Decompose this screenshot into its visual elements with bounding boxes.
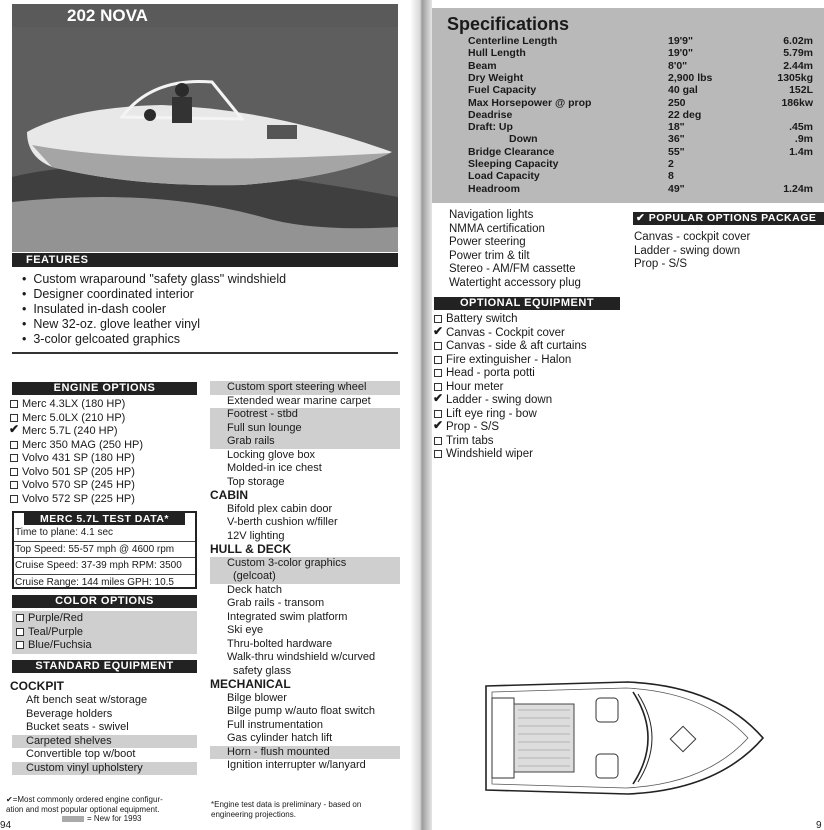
popular-item: Prop - S/S bbox=[634, 258, 688, 270]
hull-header: HULL & DECK bbox=[210, 542, 292, 556]
engine-option[interactable]: Volvo 572 SP (225 HP) bbox=[10, 493, 205, 507]
spec-row bbox=[468, 183, 813, 195]
new-swatch-icon bbox=[62, 816, 84, 822]
feature-item: • 3-color gelcoated graphics bbox=[22, 332, 180, 346]
spec-row bbox=[468, 170, 813, 182]
spec-row bbox=[468, 35, 813, 47]
spec-label: Dry Weight bbox=[468, 71, 524, 84]
spec-metric-value: 5.79m bbox=[783, 47, 813, 60]
cockpit-header: COCKPIT bbox=[10, 679, 64, 693]
optional-item[interactable]: Fire extinguisher - Halon bbox=[434, 354, 624, 368]
mechanical-item: Ignition interrupter w/lanyard bbox=[227, 759, 366, 771]
test-cruise-range: Cruise Range: 144 miles GPH: 10.5 bbox=[15, 576, 174, 588]
engine-option[interactable]: Merc 5.0LX (210 HP) bbox=[10, 412, 205, 426]
spec-imperial-value: 2 bbox=[668, 158, 674, 170]
spec-imperial-value: 18" bbox=[668, 121, 685, 134]
spec-metric-value: 152L bbox=[789, 84, 813, 97]
equipment-item: Extended wear marine carpet bbox=[227, 394, 371, 407]
features-header: FEATURES bbox=[12, 253, 398, 267]
feature-item: • Custom wraparound "safety glass" windshield bbox=[22, 272, 287, 286]
checkbox-icon bbox=[434, 315, 442, 323]
optional-equipment-list bbox=[434, 313, 624, 462]
hull-item: (gelcoat) bbox=[210, 570, 400, 584]
equipment-item: Full sun lounge bbox=[210, 422, 400, 436]
spec-metric-value: 1305kg bbox=[777, 71, 813, 84]
color-options-header: COLOR OPTIONS bbox=[12, 595, 197, 608]
popular-item: Canvas - cockpit cover bbox=[634, 231, 751, 243]
spec-label: Draft: Up bbox=[468, 121, 513, 134]
mechanical-item: Bilge blower bbox=[227, 691, 287, 704]
color-option[interactable]: Purple/Red bbox=[16, 612, 197, 626]
page-number-right: 9 bbox=[816, 820, 822, 830]
checkbox-icon bbox=[434, 437, 442, 445]
cockpit-item: Beverage holders bbox=[26, 707, 113, 720]
checkbox-icon bbox=[10, 495, 18, 503]
spec-row bbox=[468, 84, 813, 96]
spec-imperial-value: 8 bbox=[668, 170, 674, 183]
spec-imperial-value: 36" bbox=[668, 133, 685, 146]
engine-option[interactable]: ✔ Merc 5.7L (240 HP) bbox=[9, 422, 118, 437]
optional-item[interactable]: ✔ Prop - S/S bbox=[433, 418, 500, 433]
spec-metric-value: .45m bbox=[789, 121, 813, 134]
spec-label: Load Capacity bbox=[468, 170, 540, 183]
cabin-item: V-berth cushion w/filler bbox=[227, 516, 338, 528]
spec-label: Deadrise bbox=[468, 108, 513, 121]
spec-label: Headroom bbox=[468, 182, 520, 195]
hull-item: Thru-bolted hardware bbox=[227, 637, 333, 650]
spec-label: Sleeping Capacity bbox=[468, 158, 559, 170]
cockpit-item: Custom vinyl upholstery bbox=[12, 762, 197, 776]
mechanical-header: MECHANICAL bbox=[210, 677, 291, 691]
equipment-item: Top storage bbox=[227, 475, 285, 488]
feature-item: • Insulated in-dash cooler bbox=[22, 302, 167, 316]
specifications-box bbox=[432, 8, 824, 203]
spec-imperial-value: 40 gal bbox=[668, 84, 698, 97]
optional-equipment-header: OPTIONAL EQUIPMENT bbox=[434, 297, 620, 310]
popular-options-header: ✔ POPULAR OPTIONS PACKAGE bbox=[633, 212, 824, 225]
mechanical-item: Full instrumentation bbox=[227, 718, 323, 731]
standard-item: Power steering bbox=[449, 236, 526, 248]
checkbox-icon bbox=[434, 383, 442, 391]
optional-item[interactable]: Head - porta potti bbox=[434, 367, 624, 381]
equipment-item: Footrest - stbd bbox=[210, 408, 400, 422]
spec-row bbox=[468, 72, 813, 84]
hull-item: Grab rails - transom bbox=[227, 597, 325, 609]
checkbox-icon bbox=[16, 628, 24, 636]
cabin-header: CABIN bbox=[210, 488, 248, 502]
spec-imperial-value: 8'0" bbox=[668, 59, 688, 72]
engine-option[interactable]: Volvo 570 SP (245 HP) bbox=[10, 479, 205, 493]
equipment-column-2 bbox=[210, 381, 400, 773]
checkbox-icon bbox=[434, 342, 442, 350]
footnote-line: ation and most popular optional equipment. bbox=[6, 804, 160, 814]
spec-metric-value: .9m bbox=[794, 133, 813, 146]
standard-items-list bbox=[449, 209, 629, 290]
checkbox-icon bbox=[10, 414, 18, 422]
test-top-speed: Top Speed: 55-57 mph @ 4600 rpm bbox=[14, 542, 195, 559]
model-title: 202 NOVA bbox=[67, 6, 148, 25]
cockpit-item: Convertible top w/boot bbox=[26, 748, 136, 760]
optional-item[interactable]: Trim tabs bbox=[434, 435, 624, 449]
optional-item[interactable]: Battery switch bbox=[434, 313, 624, 327]
color-option[interactable]: Blue/Fuchsia bbox=[16, 639, 197, 653]
cabin-item: Bifold plex cabin door bbox=[227, 502, 333, 515]
spec-imperial-value: 250 bbox=[668, 96, 686, 109]
left-page bbox=[0, 0, 410, 830]
checkmark-icon: ✔ bbox=[433, 323, 444, 338]
popular-items-list bbox=[634, 231, 824, 272]
spec-imperial-value: 2,900 lbs bbox=[668, 71, 713, 84]
cockpit-item: Bucket seats - swivel bbox=[26, 721, 129, 733]
mechanical-item: Gas cylinder hatch lift bbox=[227, 732, 333, 744]
optional-item[interactable]: Hour meter bbox=[434, 381, 624, 395]
mechanical-item: Bilge pump w/auto float switch bbox=[227, 705, 375, 717]
spec-label: Hull Length bbox=[468, 47, 526, 60]
footnote-engine: *Engine test data is preliminary - based on engineering projections. bbox=[211, 800, 362, 819]
spec-label: Down bbox=[509, 133, 538, 146]
footnote-legend bbox=[6, 795, 206, 824]
spec-imperial-value: 55" bbox=[668, 145, 685, 158]
feature-item: • Designer coordinated interior bbox=[22, 287, 194, 301]
spec-row bbox=[509, 133, 813, 145]
engine-option[interactable]: Volvo 501 SP (205 HP) bbox=[10, 466, 205, 480]
model-title-bar bbox=[12, 4, 398, 28]
popular-item: Ladder - swing down bbox=[634, 244, 741, 257]
spec-row bbox=[468, 109, 813, 121]
equipment-item: Molded-in ice chest bbox=[227, 462, 322, 474]
optional-item[interactable]: Canvas - side & aft curtains bbox=[434, 340, 624, 354]
spec-metric-value: 1.4m bbox=[789, 145, 813, 158]
checkbox-icon bbox=[16, 614, 24, 622]
cockpit-item: Aft bench seat w/storage bbox=[26, 694, 148, 706]
checkbox-icon bbox=[10, 400, 18, 408]
spec-row bbox=[468, 97, 813, 109]
spec-imperial-value: 19'0" bbox=[668, 47, 693, 60]
test-data-header: MERC 5.7L TEST DATA* bbox=[24, 513, 185, 525]
optional-item[interactable]: Windshield wiper bbox=[434, 448, 624, 462]
standard-item: Watertight accessory plug bbox=[449, 276, 581, 289]
engine-option[interactable]: Merc 350 MAG (250 HP) bbox=[10, 439, 205, 453]
equipment-item: Custom sport steering wheel bbox=[210, 381, 400, 395]
hull-item: safety glass bbox=[233, 664, 292, 677]
color-option[interactable]: Teal/Purple bbox=[16, 626, 197, 640]
cockpit-list bbox=[12, 694, 197, 775]
cockpit-item: Carpeted shelves bbox=[12, 735, 197, 749]
spec-label: Max Horsepower @ prop bbox=[468, 96, 592, 109]
spec-title: Specifications bbox=[447, 14, 570, 34]
engine-options-header: ENGINE OPTIONS bbox=[12, 382, 197, 395]
spec-row bbox=[468, 60, 813, 72]
optional-item[interactable]: ✔ Canvas - Cockpit cover bbox=[433, 323, 565, 339]
standard-item: NMMA certification bbox=[449, 222, 545, 235]
engine-options-list bbox=[10, 398, 205, 506]
checkbox-icon bbox=[10, 441, 18, 449]
spec-metric-value: 2.44m bbox=[783, 59, 813, 72]
test-time-to-plane: Time to plane: 4.1 sec bbox=[14, 525, 195, 542]
spec-row bbox=[468, 47, 813, 59]
equipment-item: Grab rails bbox=[210, 435, 400, 449]
optional-item[interactable]: Lift eye ring - bow bbox=[434, 408, 624, 422]
cabin-item: 12V lighting bbox=[227, 529, 285, 542]
footnote-line: ✔=Most commonly ordered engine configur- bbox=[6, 795, 163, 804]
boat-top-view-diagram bbox=[478, 676, 768, 801]
spec-label: Bridge Clearance bbox=[468, 145, 555, 158]
spec-metric-value: 1.24m bbox=[783, 182, 813, 195]
checkbox-icon bbox=[10, 454, 18, 462]
spec-imperial-value: 22 deg bbox=[668, 108, 702, 121]
engine-option[interactable]: Merc 4.3LX (180 HP) bbox=[10, 398, 205, 412]
features-rule bbox=[12, 352, 398, 354]
spec-label: Centerline Length bbox=[468, 35, 558, 47]
hull-item: Custom 3-color graphics bbox=[210, 557, 400, 571]
checkbox-icon bbox=[434, 410, 442, 418]
spec-row bbox=[468, 146, 813, 158]
footnote-line: = New for 1993 bbox=[6, 814, 206, 824]
checkbox-icon bbox=[434, 356, 442, 364]
hull-item: Deck hatch bbox=[227, 583, 283, 596]
hull-item: Walk-thru windshield w/curved bbox=[227, 651, 376, 663]
spec-imperial-value: 49" bbox=[668, 182, 685, 195]
spec-row bbox=[468, 158, 813, 170]
checkmark-icon: ✔ bbox=[433, 418, 444, 432]
spec-label: Fuel Capacity bbox=[468, 84, 537, 97]
page-gutter bbox=[410, 0, 432, 830]
checkbox-icon bbox=[434, 369, 442, 377]
spec-metric-value: 186kw bbox=[781, 96, 813, 109]
features-list bbox=[22, 272, 402, 347]
checkmark-icon: ✔ bbox=[9, 422, 20, 436]
standard-equipment-header: STANDARD EQUIPMENT bbox=[12, 660, 197, 673]
standard-item: Stereo - AM/FM cassette bbox=[449, 263, 576, 275]
test-cruise-speed: Cruise Speed: 37-39 mph RPM: 3500 bbox=[14, 558, 195, 575]
equipment-item: Locking glove box bbox=[227, 448, 316, 461]
spec-label: Beam bbox=[468, 59, 497, 72]
checkbox-icon bbox=[10, 481, 18, 489]
spec-row bbox=[468, 121, 813, 133]
spec-imperial-value: 19'9" bbox=[668, 35, 693, 47]
checkbox-icon bbox=[10, 468, 18, 476]
checkbox-icon bbox=[16, 641, 24, 649]
test-data-box bbox=[12, 511, 197, 589]
feature-item: • New 32-oz. glove leather vinyl bbox=[22, 317, 201, 331]
optional-item[interactable]: ✔ Ladder - swing down bbox=[433, 391, 553, 406]
standard-item: Power trim & tilt bbox=[449, 249, 530, 262]
hull-item: Integrated swim platform bbox=[227, 610, 348, 623]
page-number-left: 94 bbox=[0, 820, 12, 830]
checkmark-icon: ✔ bbox=[433, 391, 444, 405]
hull-item: Ski eye bbox=[227, 624, 264, 636]
checkbox-icon bbox=[434, 450, 442, 458]
color-options-list bbox=[12, 611, 197, 654]
boat-photo bbox=[12, 27, 398, 252]
standard-item: Navigation lights bbox=[449, 209, 534, 221]
engine-option[interactable]: Volvo 431 SP (180 HP) bbox=[10, 452, 205, 466]
spec-metric-value: 6.02m bbox=[783, 35, 813, 47]
mechanical-item: Horn - flush mounted bbox=[210, 746, 400, 760]
